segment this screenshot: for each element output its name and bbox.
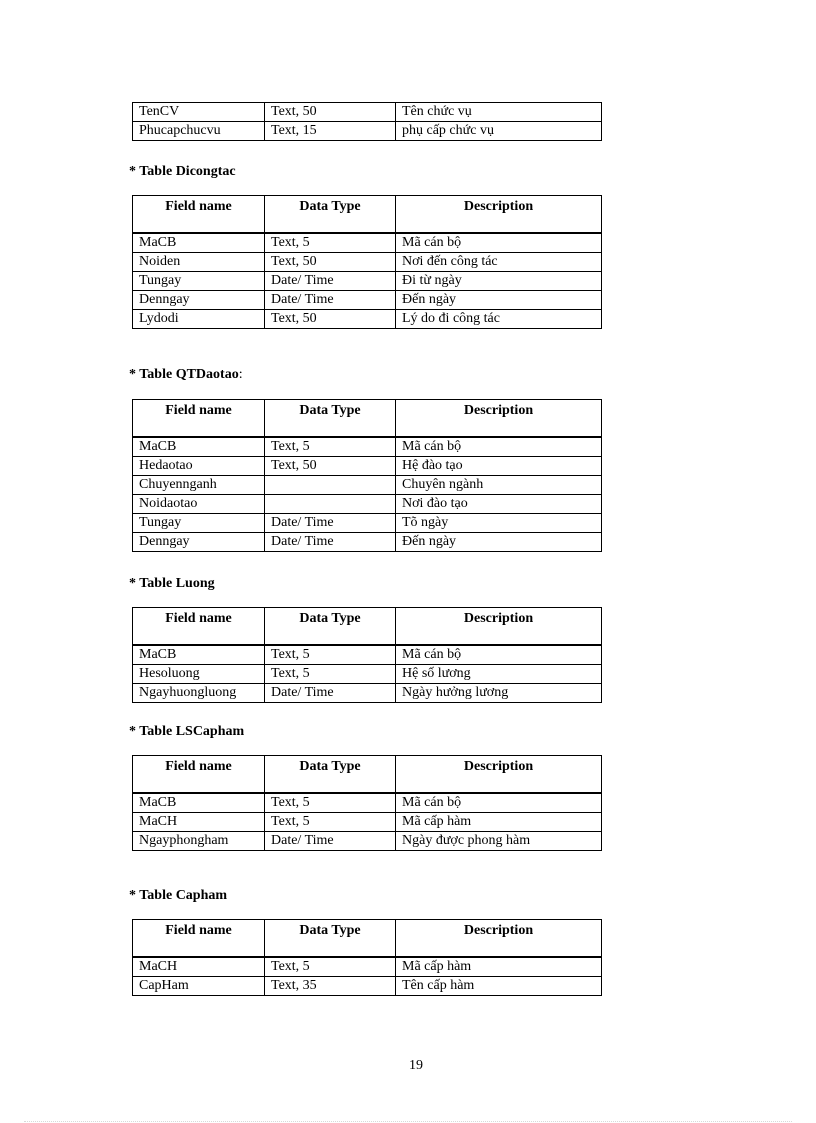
header-data-type: Data Type (265, 400, 396, 438)
field-name-cell: Ngayhuongluong (133, 684, 265, 703)
header-row (133, 608, 602, 646)
table-title-text: * Table Dicongtac (129, 164, 236, 179)
description-cell: Mã cán bộ (396, 793, 602, 813)
table-row (133, 310, 602, 329)
data-type-cell: Text, 50 (265, 253, 396, 272)
table-row (133, 665, 602, 684)
table-row (133, 813, 602, 832)
data-type-cell: Text, 15 (265, 122, 396, 141)
field-name-cell: Tungay (133, 272, 265, 291)
field-name-cell: MaCB (133, 645, 265, 665)
header-row (133, 196, 602, 234)
description-cell: Nơi đào tạo (396, 495, 602, 514)
data-type-cell: Date/ Time (265, 291, 396, 310)
table-row (133, 645, 602, 665)
header-field-name: Field name (133, 920, 265, 958)
table-row (133, 291, 602, 310)
table-row (133, 103, 602, 122)
table-chucvu-continued (132, 102, 602, 141)
field-name-cell: CapHam (133, 977, 265, 996)
field-name-cell: Chuyennganh (133, 476, 265, 495)
table-title-text: * Table Luong (129, 576, 215, 591)
page-number: 19 (409, 1058, 423, 1073)
description-cell: Đi từ ngày (396, 272, 602, 291)
data-type-cell: Text, 50 (265, 457, 396, 476)
data-type-cell: Text, 5 (265, 793, 396, 813)
table-row (133, 272, 602, 291)
data-type-cell (265, 495, 396, 514)
data-type-cell: Date/ Time (265, 832, 396, 851)
description-cell: Hệ đào tạo (396, 457, 602, 476)
header-description: Description (396, 756, 602, 794)
table-row (133, 514, 602, 533)
field-name-cell: MaCB (133, 793, 265, 813)
data-type-cell: Text, 5 (265, 665, 396, 684)
header-data-type: Data Type (265, 608, 396, 646)
data-type-cell: Text, 5 (265, 233, 396, 253)
data-type-cell: Text, 35 (265, 977, 396, 996)
header-description: Description (396, 400, 602, 438)
data-type-cell: Date/ Time (265, 272, 396, 291)
header-description: Description (396, 920, 602, 958)
header-row (133, 756, 602, 794)
header-field-name: Field name (133, 196, 265, 234)
field-name-cell: Phucapchucvu (133, 122, 265, 141)
data-type-cell: Date/ Time (265, 514, 396, 533)
table-capham (132, 919, 602, 996)
data-type-cell: Text, 50 (265, 103, 396, 122)
description-cell: Đến ngày (396, 291, 602, 310)
header-data-type: Data Type (265, 756, 396, 794)
description-cell: Lý do đi công tác (396, 310, 602, 329)
field-name-cell: Tungay (133, 514, 265, 533)
table-row (133, 495, 602, 514)
header-field-name: Field name (133, 756, 265, 794)
data-type-cell: Text, 5 (265, 813, 396, 832)
table-title-qtdaotao (129, 366, 243, 384)
table-row (133, 684, 602, 703)
table-row (133, 457, 602, 476)
table-title-text: * Table QTDaotao (129, 367, 239, 382)
data-type-cell: Text, 5 (265, 437, 396, 457)
field-name-cell: MaCH (133, 813, 265, 832)
field-name-cell: Hedaotao (133, 457, 265, 476)
description-cell: Mã cán bộ (396, 233, 602, 253)
description-cell: Tên chức vụ (396, 103, 602, 122)
table-luong (132, 607, 602, 703)
description-cell: Nơi đến công tác (396, 253, 602, 272)
table-title-lscapham (129, 723, 244, 741)
table-row (133, 476, 602, 495)
table-row (133, 437, 602, 457)
header-field-name: Field name (133, 400, 265, 438)
table-row (133, 793, 602, 813)
data-type-cell: Date/ Time (265, 684, 396, 703)
header-field-name: Field name (133, 608, 265, 646)
table-row (133, 977, 602, 996)
field-name-cell: Noidaotao (133, 495, 265, 514)
header-data-type: Data Type (265, 196, 396, 234)
header-row (133, 400, 602, 438)
table-qtdaotao (132, 399, 602, 552)
description-cell: Ngày được phong hàm (396, 832, 602, 851)
data-type-cell: Text, 5 (265, 957, 396, 977)
table-title-luong (129, 575, 215, 593)
field-name-cell: Lydodi (133, 310, 265, 329)
field-name-cell: MaCH (133, 957, 265, 977)
description-cell: phụ cấp chức vụ (396, 122, 602, 141)
field-name-cell: Denngay (133, 533, 265, 552)
description-cell: Mã cấp hàm (396, 957, 602, 977)
data-type-cell (265, 476, 396, 495)
table-dicongtac (132, 195, 602, 329)
table-title-capham (129, 887, 227, 905)
header-description: Description (396, 608, 602, 646)
data-type-cell: Text, 5 (265, 645, 396, 665)
table-row (133, 957, 602, 977)
table-row (133, 253, 602, 272)
description-cell: Mã cán bộ (396, 437, 602, 457)
table-title-text: * Table Capham (129, 888, 228, 903)
field-name-cell: Hesoluong (133, 665, 265, 684)
table-row (133, 233, 602, 253)
page-bottom-rule (24, 1121, 792, 1122)
description-cell: Mã cán bộ (396, 645, 602, 665)
data-type-cell: Date/ Time (265, 533, 396, 552)
description-cell: Hệ số lương (396, 665, 602, 684)
description-cell: Ngày hưởng lương (396, 684, 602, 703)
field-name-cell: MaCB (133, 233, 265, 253)
header-description: Description (396, 196, 602, 234)
table-row (133, 533, 602, 552)
table-title-text: * Table LSCapham (129, 724, 245, 739)
field-name-cell: Noiden (133, 253, 265, 272)
field-name-cell: Ngayphongham (133, 832, 265, 851)
data-type-cell: Text, 50 (265, 310, 396, 329)
table-row (133, 122, 602, 141)
description-cell: Mã cấp hàm (396, 813, 602, 832)
description-cell: Chuyên ngành (396, 476, 602, 495)
header-data-type: Data Type (265, 920, 396, 958)
table-lscapham (132, 755, 602, 851)
field-name-cell: TenCV (133, 103, 265, 122)
description-cell: Đến ngày (396, 533, 602, 552)
description-cell: Tõ ngày (396, 514, 602, 533)
header-row (133, 920, 602, 958)
table-title-dicongtac (129, 163, 236, 181)
description-cell: Tên cấp hàm (396, 977, 602, 996)
field-name-cell: MaCB (133, 437, 265, 457)
table-row (133, 832, 602, 851)
field-name-cell: Denngay (133, 291, 265, 310)
title-colon: : (238, 367, 243, 382)
